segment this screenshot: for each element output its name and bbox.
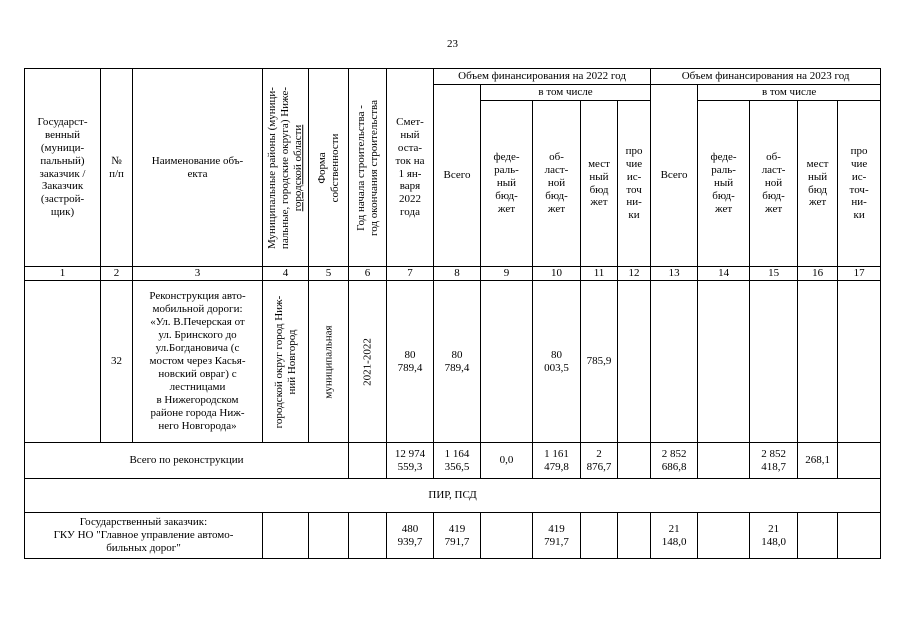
text-line: года bbox=[400, 206, 420, 219]
customer-c11 bbox=[581, 513, 618, 559]
header-estimated-balance bbox=[387, 69, 434, 267]
text-line: ний Новгород bbox=[285, 328, 298, 395]
col-num-6: 6 bbox=[349, 267, 387, 281]
object-number: 32 bbox=[101, 281, 133, 443]
text-line: жет bbox=[714, 202, 733, 215]
object-c9 bbox=[481, 281, 533, 443]
customer-c8 bbox=[434, 513, 481, 559]
total-label: Всего по реконструкции bbox=[25, 443, 349, 479]
page-number: 23 bbox=[447, 38, 458, 50]
text-line: точ- bbox=[849, 183, 869, 196]
text-line: 21 bbox=[668, 522, 680, 535]
customer-c14 bbox=[698, 513, 750, 559]
col-num-16: 16 bbox=[798, 267, 838, 281]
text-line: 789,4 bbox=[444, 361, 470, 374]
header-other-2022 bbox=[618, 101, 651, 267]
total-c14 bbox=[698, 443, 750, 479]
text-line: ный bbox=[400, 128, 420, 141]
text-line: 686,8 bbox=[661, 460, 687, 473]
text-line: заказчик / bbox=[39, 167, 86, 180]
text-line: об- bbox=[766, 151, 781, 164]
header-local-2022 bbox=[581, 101, 618, 267]
column-numbers-row bbox=[25, 267, 881, 281]
col-num-17: 17 bbox=[838, 267, 881, 281]
text-line: мест bbox=[588, 157, 610, 170]
col-num-14: 14 bbox=[698, 267, 750, 281]
header-districts-l2: пальные, городские округа) Ниже- bbox=[278, 86, 291, 249]
total-c7 bbox=[387, 443, 434, 479]
text-line: 80 bbox=[404, 348, 416, 361]
text-line: феде- bbox=[710, 151, 737, 164]
text-line: 21 bbox=[768, 522, 780, 535]
text-line: бюд- bbox=[495, 189, 518, 202]
text-line: бюд- bbox=[712, 189, 735, 202]
text-line: 003,5 bbox=[544, 361, 569, 374]
object-ownership: муниципальная bbox=[309, 281, 349, 443]
text-line: варя bbox=[399, 180, 421, 193]
text-line: бюд bbox=[808, 183, 827, 196]
text-line: 2 852 bbox=[661, 447, 687, 460]
text-line: 2 bbox=[596, 447, 602, 460]
header-object-name bbox=[133, 69, 263, 267]
total-c15 bbox=[750, 443, 798, 479]
text-line: 559,3 bbox=[397, 460, 423, 473]
customer-c5 bbox=[309, 513, 349, 559]
header-including-2022: в том числе bbox=[481, 85, 651, 101]
text-line: Реконструкция авто- bbox=[149, 290, 246, 303]
object-row bbox=[25, 281, 881, 443]
text-line: жет bbox=[497, 202, 516, 215]
text-line: 148,0 bbox=[661, 535, 687, 548]
customer-c12 bbox=[618, 513, 651, 559]
header-total-2022: Всего bbox=[434, 85, 481, 267]
text-line: про bbox=[625, 144, 643, 157]
object-c7 bbox=[387, 281, 434, 443]
object-c15 bbox=[750, 281, 798, 443]
text-line: 80 bbox=[551, 348, 562, 361]
text-line: Наименование объ- bbox=[151, 154, 244, 167]
text-line: бюд- bbox=[545, 189, 568, 202]
text-line: 148,0 bbox=[761, 535, 786, 548]
text-line: 479,8 bbox=[544, 460, 569, 473]
header-including-2023: в том числе bbox=[698, 85, 881, 101]
text-line: 791,7 bbox=[544, 535, 569, 548]
object-years: 2021-2022 bbox=[349, 281, 387, 443]
financing-table bbox=[24, 68, 881, 559]
header-total-2023: Всего bbox=[651, 85, 698, 267]
text-line: Год начала строительства - bbox=[354, 104, 367, 231]
text-line: чие bbox=[625, 157, 643, 170]
col-num-15: 15 bbox=[750, 267, 798, 281]
text-line: 419 bbox=[448, 522, 466, 535]
object-c8 bbox=[434, 281, 481, 443]
col-num-1: 1 bbox=[25, 267, 101, 281]
text-line: ул. Бринского до bbox=[158, 329, 237, 342]
text-line: ласт- bbox=[544, 164, 569, 177]
total-c8 bbox=[434, 443, 481, 479]
col-num-7: 7 bbox=[387, 267, 434, 281]
col-num-11: 11 bbox=[581, 267, 618, 281]
text-line: раль- bbox=[494, 164, 519, 177]
col-num-10: 10 bbox=[533, 267, 581, 281]
total-c17 bbox=[838, 443, 881, 479]
header-number bbox=[101, 69, 133, 267]
text-line: жет bbox=[808, 196, 827, 209]
text-line: № bbox=[111, 154, 122, 167]
text-line: чие bbox=[850, 157, 868, 170]
text-line: ГКУ НО "Главное управление автомо- bbox=[53, 529, 234, 542]
text-line: жет bbox=[547, 202, 566, 215]
text-line: точ bbox=[626, 183, 642, 196]
customer-label bbox=[25, 513, 263, 559]
text-line: собственности bbox=[328, 133, 341, 202]
text-line: ни- bbox=[626, 196, 642, 209]
text-line: 789,4 bbox=[397, 361, 423, 374]
text-line: 2022 bbox=[399, 193, 421, 206]
text-line: ток на bbox=[395, 154, 425, 167]
col-num-4: 4 bbox=[263, 267, 309, 281]
text-line: районе города Ниж- bbox=[150, 406, 245, 419]
text-line: ки bbox=[628, 209, 640, 222]
total-row bbox=[25, 443, 881, 479]
text-line: ласт- bbox=[761, 164, 786, 177]
text-line: Государст- bbox=[37, 115, 88, 128]
total-c12 bbox=[618, 443, 651, 479]
col-num-3: 3 bbox=[133, 267, 263, 281]
header-row-1 bbox=[25, 69, 881, 85]
header-local-2023 bbox=[798, 101, 838, 267]
text-line: 1 ян- bbox=[398, 167, 422, 180]
header-years bbox=[349, 69, 387, 267]
col-num-13: 13 bbox=[651, 267, 698, 281]
text-line: 791,7 bbox=[444, 535, 470, 548]
total-c9: 0,0 bbox=[481, 443, 533, 479]
header-regional-2023 bbox=[750, 101, 798, 267]
header-districts-l1: Муниципальные районы (муници- bbox=[265, 86, 278, 249]
header-other-2023 bbox=[838, 101, 881, 267]
text-line: Форма bbox=[315, 151, 328, 184]
text-line: ный bbox=[496, 177, 517, 190]
text-line: ис- bbox=[851, 170, 867, 183]
text-line: ки bbox=[853, 209, 865, 222]
customer-c4 bbox=[263, 513, 309, 559]
text-line: мест bbox=[806, 157, 829, 170]
object-c10 bbox=[533, 281, 581, 443]
text-line: городской округ город Ниж- bbox=[272, 295, 285, 428]
object-name bbox=[133, 281, 263, 443]
header-federal-2023 bbox=[698, 101, 750, 267]
text-line: жет bbox=[764, 202, 783, 215]
header-districts-l3: городской области bbox=[292, 124, 305, 211]
text-line: пальный) bbox=[40, 154, 85, 167]
text-line: 1 161 bbox=[544, 447, 569, 460]
customer-c15 bbox=[750, 513, 798, 559]
col-num-8: 8 bbox=[434, 267, 481, 281]
header-ownership bbox=[309, 69, 349, 267]
customer-c9 bbox=[481, 513, 533, 559]
header-customer bbox=[25, 69, 101, 267]
text-line: оста- bbox=[397, 141, 423, 154]
total-c10 bbox=[533, 443, 581, 479]
total-c16: 268,1 bbox=[798, 443, 838, 479]
customer-c6 bbox=[349, 513, 387, 559]
text-line: 876,7 bbox=[586, 460, 612, 473]
text-line: ной bbox=[764, 177, 783, 190]
text-line: бюд- bbox=[762, 189, 785, 202]
text-line: 80 bbox=[451, 348, 463, 361]
section-title: ПИР, ПСД bbox=[25, 479, 881, 513]
text-line: феде- bbox=[493, 151, 520, 164]
text-line: 12 974 bbox=[394, 447, 426, 460]
text-line: венный bbox=[44, 128, 81, 141]
text-line: 480 bbox=[401, 522, 419, 535]
customer-c16 bbox=[798, 513, 838, 559]
text-line: жет bbox=[590, 196, 608, 209]
total-c6 bbox=[349, 443, 387, 479]
text-line: ный bbox=[713, 177, 734, 190]
customer-row bbox=[25, 513, 881, 559]
object-c17 bbox=[838, 281, 881, 443]
header-regional-2022 bbox=[533, 101, 581, 267]
text-line: ной bbox=[547, 177, 566, 190]
text-line: него Новгорода» bbox=[158, 419, 237, 432]
text-line: год окончания строительства bbox=[367, 99, 380, 236]
text-line: мостом через Касья- bbox=[149, 355, 246, 368]
object-c14 bbox=[698, 281, 750, 443]
text-line: 418,7 bbox=[761, 460, 786, 473]
text-line: ни- bbox=[851, 196, 867, 209]
text-line: новский овраг) с bbox=[158, 367, 237, 380]
customer-c10 bbox=[533, 513, 581, 559]
header-financing-2023: Объем финансирования на 2023 год bbox=[651, 69, 881, 85]
text-line: (застрой- bbox=[40, 193, 85, 206]
text-line: в Нижегородском bbox=[156, 393, 239, 406]
total-c13 bbox=[651, 443, 698, 479]
text-line: раль- bbox=[711, 164, 736, 177]
text-line: 419 bbox=[548, 522, 565, 535]
text-line: ный bbox=[807, 170, 828, 183]
col-num-2: 2 bbox=[101, 267, 133, 281]
object-c13 bbox=[651, 281, 698, 443]
text-line: бильных дорог" bbox=[106, 541, 181, 554]
object-c12 bbox=[618, 281, 651, 443]
header-districts bbox=[263, 69, 309, 267]
col-num-12: 12 bbox=[618, 267, 651, 281]
text-line: екта bbox=[187, 167, 208, 180]
customer-c17 bbox=[838, 513, 881, 559]
header-federal-2022 bbox=[481, 101, 533, 267]
text-line: об- bbox=[549, 151, 564, 164]
text-line: ный bbox=[589, 170, 609, 183]
text-line: «Ул. В.Печерская от bbox=[150, 316, 245, 329]
customer-c13 bbox=[651, 513, 698, 559]
text-line: лестницами bbox=[169, 380, 226, 393]
header-financing-2022: Объем финансирования на 2022 год bbox=[434, 69, 651, 85]
text-line: 939,7 bbox=[397, 535, 423, 548]
col-num-5: 5 bbox=[309, 267, 349, 281]
text-line: 2 852 bbox=[761, 447, 786, 460]
text-line: (муници- bbox=[40, 141, 85, 154]
text-line: 356,5 bbox=[444, 460, 470, 473]
customer-c7 bbox=[387, 513, 434, 559]
text-line: бюд bbox=[589, 183, 609, 196]
text-line: Заказчик bbox=[41, 180, 84, 193]
object-customer-cell bbox=[25, 281, 101, 443]
text-line: про bbox=[850, 144, 868, 157]
text-line: ис- bbox=[626, 170, 642, 183]
text-line: 1 164 bbox=[444, 447, 470, 460]
text-line: Смет- bbox=[396, 115, 424, 128]
section-row bbox=[25, 479, 881, 513]
object-c16 bbox=[798, 281, 838, 443]
text-line: Государственный заказчик: bbox=[79, 516, 208, 529]
text-line: щик) bbox=[50, 206, 75, 219]
text-line: ул.Богдановича (с bbox=[155, 342, 240, 355]
object-district bbox=[263, 281, 309, 443]
total-c11 bbox=[581, 443, 618, 479]
text-line: мобильной дороги: bbox=[152, 303, 243, 316]
text-line: п/п bbox=[109, 167, 124, 180]
col-num-9: 9 bbox=[481, 267, 533, 281]
object-c11: 785,9 bbox=[581, 281, 618, 443]
